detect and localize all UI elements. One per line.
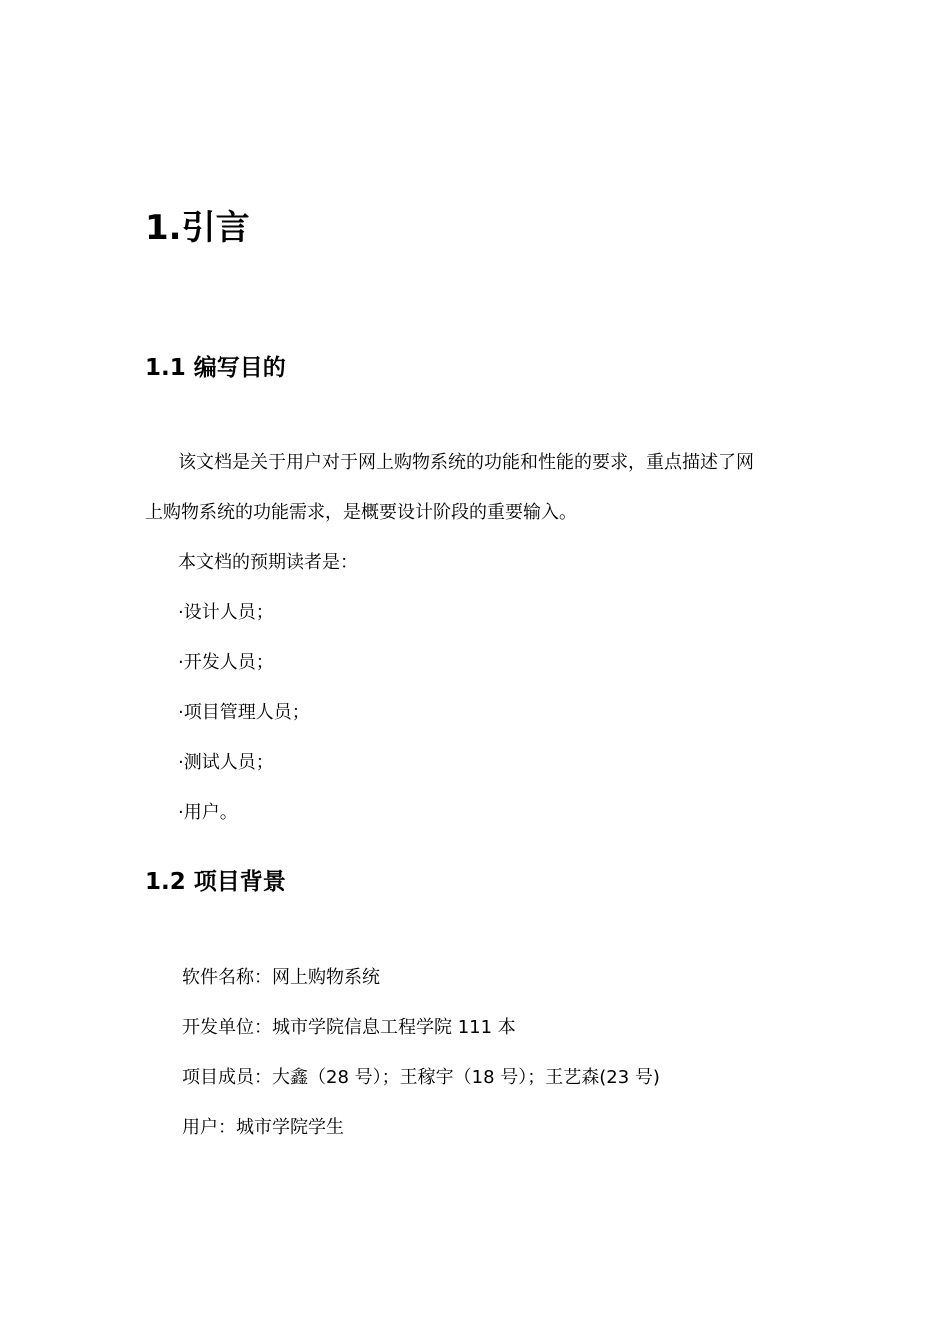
page-title: 1.引言 — [145, 208, 250, 248]
section-heading-background: 1.2 项目背景 — [145, 869, 286, 895]
reader-list-item: ·用户。 — [178, 802, 238, 823]
background-item-developer: 开发单位：城市学院信息工程学院 111 本 — [182, 1017, 516, 1038]
reader-list-item: ·项目管理人员； — [178, 702, 310, 723]
background-item-software-name: 软件名称：网上购物系统 — [182, 967, 380, 988]
section-heading-purpose: 1.1 编写目的 — [145, 355, 286, 381]
reader-list-item: ·设计人员； — [178, 602, 274, 623]
background-item-users: 用户：城市学院学生 — [182, 1117, 344, 1138]
paragraph-line: 上购物系统的功能需求，是概要设计阶段的重要输入。 — [145, 502, 577, 523]
reader-list-item: ·测试人员； — [178, 752, 274, 773]
readers-intro: 本文档的预期读者是： — [178, 552, 358, 573]
background-item-members: 项目成员：大鑫（28 号）；王稼宇（18 号）；王艺森(23 号) — [182, 1067, 660, 1088]
paragraph-line: 该文档是关于用户对于网上购物系统的功能和性能的要求，重点描述了网 — [178, 452, 754, 473]
reader-list-item: ·开发人员； — [178, 652, 274, 673]
